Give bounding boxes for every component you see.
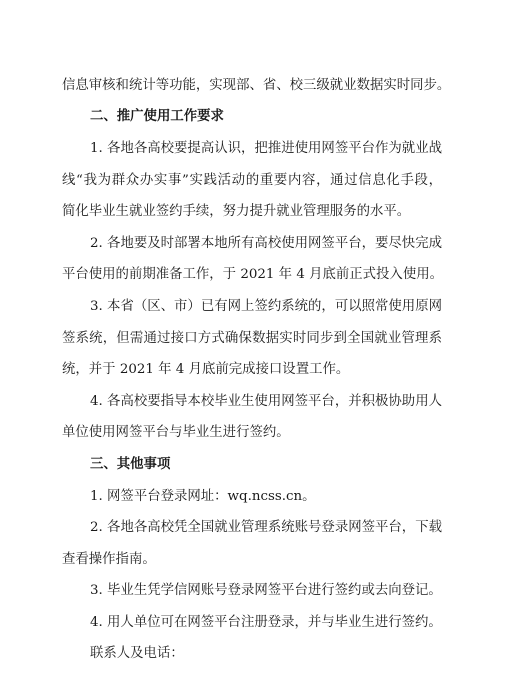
paragraph-line: 4. 用人单位可在网签平台注册登录，并与毕业生进行签约。 xyxy=(90,615,442,630)
contact-heading: 联系人及电话： xyxy=(90,646,184,661)
paragraph-line: 信息审核和统计等功能，实现部、省、校三级就业数据实时同步。 xyxy=(62,78,451,93)
section-heading: 二、推广使用工作要求 xyxy=(90,109,224,124)
paragraph-line: 2. 各地各高校凭全国就业管理系统账号登录网签平台，下载 xyxy=(90,520,442,535)
paragraph-line: 平台使用的前期准备工作，于 2021 年 4 月底前正式投入使用。 xyxy=(62,267,443,282)
paragraph-line: 简化毕业生就业签约手续，努力提升就业管理服务的水平。 xyxy=(62,204,411,219)
paragraph-line: 单位使用网签平台与毕业生进行签约。 xyxy=(62,425,290,440)
paragraph-line: 1. 各地各高校要提高认识，把推进使用网签平台作为就业战 xyxy=(90,141,442,156)
paragraph-line: 线“我为群众办实事”实践活动的重要内容，通过信息化手段， xyxy=(62,173,442,188)
paragraph-line: 查看操作指南。 xyxy=(62,552,156,567)
paragraph-line: 3. 毕业生凭学信网账号登录网签平台进行签约或去向登记。 xyxy=(90,583,442,598)
paragraph-line: 1. 网签平台登录网址：wq.ncss.cn。 xyxy=(90,489,316,504)
section-heading: 三、其他事项 xyxy=(90,457,171,472)
paragraph-line: 签系统，但需通过接口方式确保数据实时同步到全国就业管理系 xyxy=(62,331,442,346)
paragraph-line: 2. 各地要及时部署本地所有高校使用网签平台，要尽快完成 xyxy=(90,236,442,251)
paragraph-line: 4. 各高校要指导本校毕业生使用网签平台，并积极协助用人 xyxy=(90,394,442,409)
paragraph-line: 3. 本省（区、市）已有网上签约系统的，可以照常使用原网 xyxy=(90,299,442,314)
paragraph-line: 统，并于 2021 年 4 月底前完成接口设置工作。 xyxy=(62,362,350,377)
